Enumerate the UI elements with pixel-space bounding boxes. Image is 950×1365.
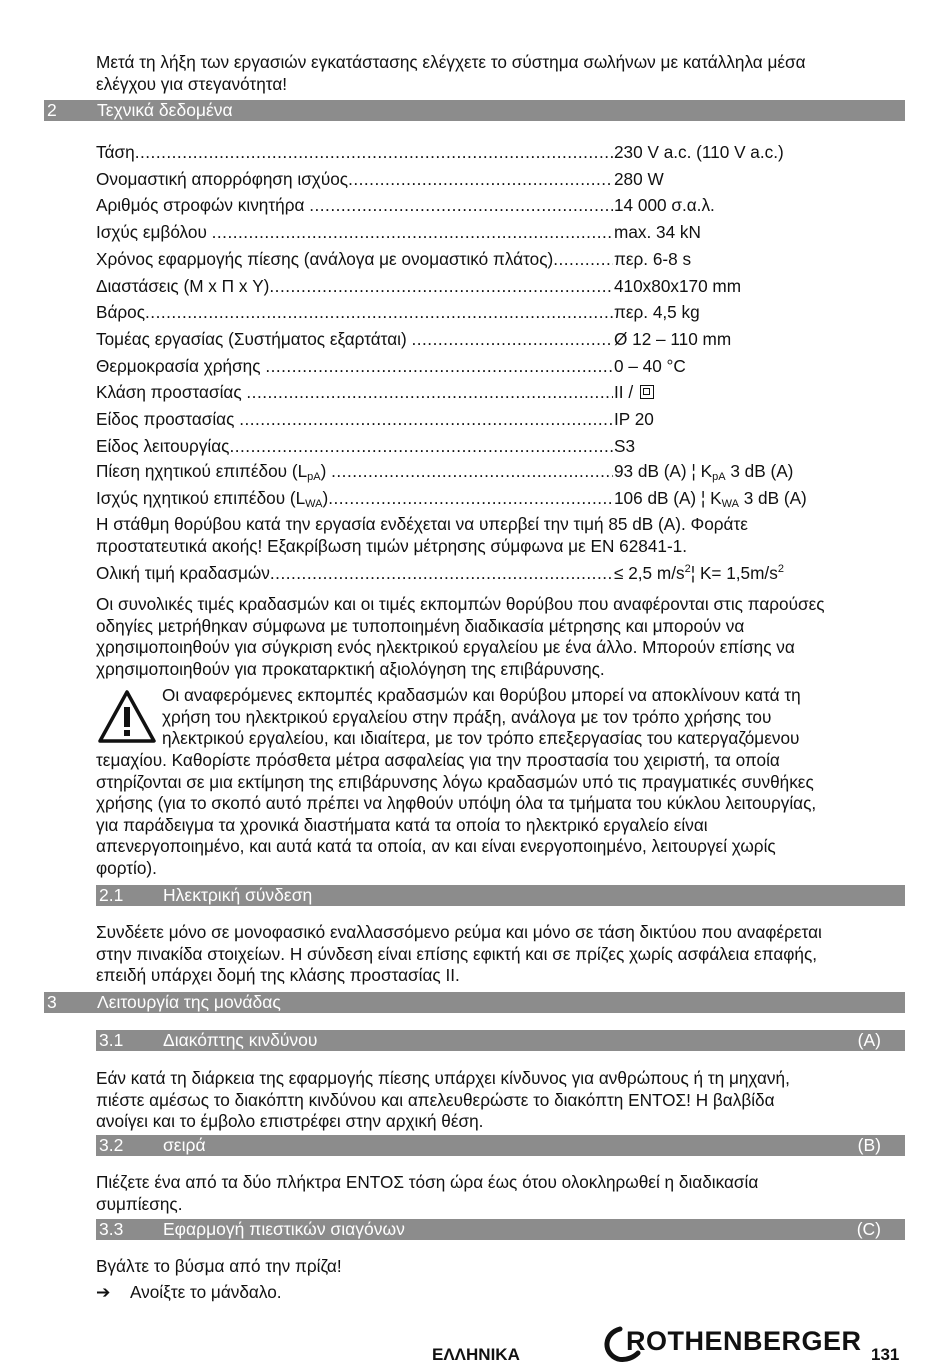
section-3-1-heading [96, 1030, 905, 1051]
spec-label: Ολική τιμή κραδασμών ..... [96, 560, 613, 587]
spec-label: Ισχύς εμβόλου ..... [96, 219, 613, 246]
paragraph-line: ανοίγει και το έμβολο επιστρέφει στην αρχική θέση. [96, 1111, 484, 1132]
paragraph-line: χρησιμοποιηθούν για προκαταρκτική αξιολόγηση της επιβάρυνσης. [96, 658, 605, 679]
spec-row [96, 433, 816, 460]
section-number: 3.2 [99, 1135, 124, 1155]
figure-reference: (A) [857, 1030, 881, 1050]
spec-label: Πίεση ηχητικού επιπέδου $(L_{pA})$ ..... [96, 458, 613, 485]
section-title: Εφαρμογή πιεστικών σιαγόνων [163, 1219, 405, 1239]
spec-label: Τομέας εργασίας (Συστήματος εξαρτάται) ..... [96, 326, 613, 353]
spec-value: 230 V a.c. (110 V a.c.) [614, 142, 784, 162]
spec-label: Τάση ..... [96, 139, 613, 166]
spec-row [96, 166, 816, 193]
paragraph-line: Συνδέετε μόνο σε μονοφασικό εναλλασσόμενο ρεύμα και μόνο σε τάση δικτύου που αναφέρεται [96, 922, 822, 942]
spec-row [96, 326, 816, 353]
section-3-2-heading [96, 1135, 905, 1156]
paragraph-line: Εάν κατά τη διάρκεια της εφαρμογής πίεσης υπάρχει κίνδυνος για ανθρώπους ή τη μηχανή, [96, 1068, 790, 1088]
section-2-1-heading [96, 885, 905, 906]
spec-label: Κλάση προστασίας ..... [96, 379, 613, 406]
spec-value: ≤ 2,5 $m/s^2¦$ $K= 1,5m/s^2$ [614, 563, 784, 583]
paragraph-line: για παράδειγμα τα χρονικά διαστήματα κατά τα οποία το ηλεκτρικό εργαλείο είναι [96, 814, 708, 835]
paragraph-line: πιέστε αμέσως το διακόπτη κινδύνου και απελευθερώστε το διακόπτη ΕΝΤΟΣ! Η βαλβίδα [96, 1089, 775, 1110]
paragraph-line: χρησιμοποιηθούν για σύγκριση ενός ηλεκτρικού εργαλείου με ένα άλλο. Μπορούν επίσης να [96, 637, 795, 657]
section-title: Ηλεκτρική σύνδεση [163, 885, 313, 905]
spec-label: Θερμοκρασία χρήσης ..... [96, 353, 613, 380]
unplug-instruction: Βγάλτε το βύσμα από την πρίζα! [96, 1256, 342, 1276]
section-number: 3.3 [99, 1219, 124, 1239]
spec-value: 280 W [614, 168, 664, 189]
spec-row [96, 299, 816, 326]
spec-row [96, 353, 816, 380]
spec-value: 410x80x170 mm [614, 275, 742, 296]
spec-label: Χρόνος εφαρμογής πίεσης (ανάλογα με ονομαστικό πλάτος) ..... [96, 246, 613, 273]
spec-label: Είδος λειτουργίας ..... [96, 433, 613, 460]
spec-label: Βάρος ..... [96, 299, 613, 326]
intro-line-2: ελέγχου για στεγανότητα! [96, 74, 288, 94]
paragraph-line: Οι αναφερόμενες εκπομπές κραδασμών και θορύβου μπορεί να αποκλίνουν κατά τη [162, 685, 801, 705]
paragraph-line: οδηγίες μετρήθηκαν σύμφωνα με τυποποιημένη διαδικασία μέτρησης και μπορούν να [96, 615, 745, 636]
spec-row [96, 406, 816, 433]
spec-value: max. 34 kN [614, 222, 701, 243]
figure-reference: (B) [857, 1135, 881, 1155]
spec-value: 0 – 40 °C [614, 355, 686, 376]
section-3-3-heading [96, 1219, 905, 1240]
spec-value: περ. 6-8 s [614, 248, 692, 269]
spec-label: Διαστάσεις (Μ x Π x Υ) ..... [96, 273, 613, 300]
spec-value: 14 000 σ.α.λ. [614, 195, 715, 216]
paragraph-line: απενεργοποιημένο, και αυτά κατά τα οποία, αν και είναι ενεργοποιημένο, λειτουργεί χωρίς [96, 836, 776, 857]
spec-row-vibration [96, 560, 816, 587]
spec-row [96, 273, 816, 300]
section-title: Διακόπτης κινδύνου [163, 1030, 318, 1050]
paragraph-line: ηλεκτρικού εργαλείου, και ιδιαίτερα, με τον τρόπο επεξεργασίας του κατεργαζόμενου [162, 728, 800, 749]
noise-note-line-2: προστατευτικά ακοής! Εξακρίβωση τιμών μέτρησης σύμφωνα με EN 62841-1. [96, 536, 688, 556]
spec-row-sound-power [96, 485, 816, 512]
spec-row [96, 246, 816, 273]
paragraph-line: επειδή υπάρχει δομή της κλάσης προστασίας II. [96, 965, 460, 986]
section-number: 2 [47, 100, 57, 120]
spec-value: 106 dB (A) ¦ $K_{WA}$ 3 dB (A) [614, 488, 807, 510]
paragraph-line: στην πινακίδα στοιχείων. Η σύνδεση είναι επίσης εφικτή και σε πρίζες χωρίς ασφάλεια επαφής, [96, 943, 818, 964]
spec-label: Ονομαστική απορρόφηση ισχύος ..... [96, 166, 613, 193]
paragraph-line: Οι συνολικές τιμές κραδασμών και οι τιμές εκπομπών θορύβου που αναφέρονται στις παρούσες [96, 594, 825, 614]
step-text: Ανοίξτε το μάνδαλο. [130, 1282, 282, 1302]
spec-row [96, 219, 816, 246]
spec-value: II / [614, 379, 654, 406]
paragraph-line: στηρίζονται σε μια εκτίμηση της επιβάρυνσης λόγω κραδασμών υπό τις πραγματικές συνθήκες [96, 771, 814, 792]
figure-reference: (C) [856, 1219, 881, 1239]
section-title: σειρά [163, 1135, 206, 1155]
section-number: 2.1 [99, 885, 124, 905]
spec-value: IP 20 [614, 409, 654, 429]
noise-note-line-1: Η στάθμη θορύβου κατά την εργασία ενδέχεται να υπερβεί την τιμή 85 dB (A). Φοράτε [96, 514, 748, 534]
spec-row-sound-pressure [96, 458, 816, 485]
footer-language: ΕΛΛΗΝΙΚΑ [432, 1345, 520, 1364]
paragraph-line: φορτίο). [96, 858, 157, 878]
spec-row [96, 379, 816, 406]
double-insulation-icon [640, 385, 654, 399]
paragraph-line: τεμαχίου. Καθορίστε πρόσθετα μέτρα ασφαλείας για την προστασία του χειριστή, τα οποία [96, 750, 780, 770]
section-title: Λειτουργία της μονάδας [97, 992, 281, 1012]
section-3-heading [44, 992, 905, 1013]
spec-label: Ισχύς ηχητικού επιπέδου $(L_{WA})$ ..... [96, 485, 613, 512]
page-number: 131 [871, 1345, 900, 1364]
spec-label: Είδος προστασίας ..... [96, 406, 613, 433]
paragraph-line: χρήσης (για το σκοπό αυτό πρέπει να ληφθούν υπόψη όλα τα τμήματα του κύκλου λειτουργίας, [96, 793, 817, 814]
paragraph-line: χρήση του ηλεκτρικού εργαλείου στην πράξη, ανάλογα με τον τρόπο χρήσης του [162, 706, 772, 727]
spec-value: Ø 12 – 110 mm [614, 328, 732, 349]
paragraph-line: συμπίεσης. [96, 1193, 183, 1214]
spec-row [96, 192, 816, 219]
section-title: Τεχνικά δεδομένα [97, 100, 233, 120]
section-number: 3 [47, 992, 57, 1012]
spec-row [96, 139, 816, 166]
spec-label: Αριθμός στροφών κινητήρα ..... [96, 192, 613, 219]
paragraph-line: Πιέζετε ένα από τα δύο πλήκτρα ΕΝΤΟΣ τόση ώρα έως ότου ολοκληρωθεί η διαδικασία [96, 1172, 759, 1192]
intro-line-1: Μετά τη λήξη των εργασιών εγκατάστασης ελέγχετε το σύστημα σωλήνων με κατάλληλα μέσα [96, 52, 806, 72]
section-2-heading [44, 100, 905, 121]
brand-logo-text: ROTHENBERGER [626, 1326, 862, 1356]
step-item [96, 1281, 282, 1303]
section-number: 3.1 [99, 1030, 124, 1050]
arrow-right-icon: ➔ [96, 1282, 111, 1302]
warning-triangle-icon [96, 688, 158, 746]
spec-value: περ. 4,5 kg [614, 302, 700, 323]
spec-value: 93 dB (A) ¦ $K_{pA}$ 3 dB (A) [614, 461, 794, 483]
spec-value: S3 [614, 435, 636, 456]
